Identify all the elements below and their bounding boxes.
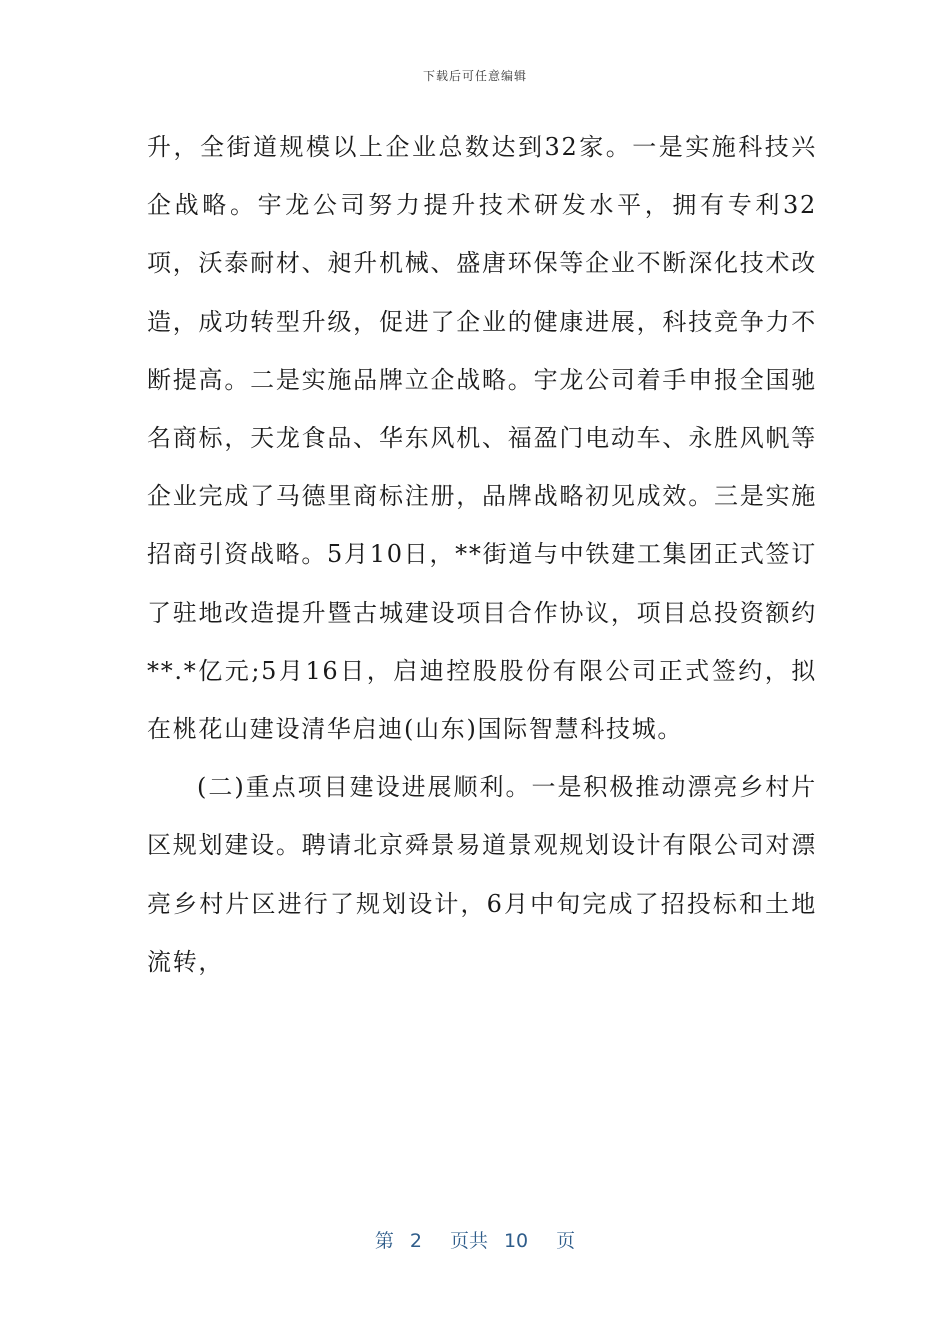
page-number: 2 — [409, 1230, 422, 1252]
page-footer — [0, 1226, 950, 1253]
document-body — [147, 118, 817, 991]
header-note: 下载后可任意编辑 — [422, 69, 527, 83]
page-prefix: 第 — [374, 1230, 394, 1252]
paragraph-2: (二)重点项目建设进展顺利。一是积极推动漂亮乡村片区规划建设。聘请北京舜景易道景观规划设计有限公司对漂亮乡村片区进行了规划设计，6月中旬完成了招投标和土地流转， — [147, 773, 817, 976]
paragraph-1: 升，全街道规模以上企业总数达到32家。一是实施科技兴企战略。宇龙公司努力提升技术研发水平，拥有专利32项，沃泰耐材、昶升机械、盛唐环保等企业不断深化技术改造，成功转型升级，促进了企业的健康进展，科技竞争力不断提高。二是实施品牌立企战略。宇龙公司着手申报全国驰名商标，天龙食品、华东风机、福盈门电动车、永胜风帆等企业完成了马德里商标注册，品牌战略初见成效。三是实施招商引资战略。5月10日，**街道与中铁建工集团正式签订了驻地改造提升暨古城建设项目合作协议，项目总投资额约**.*亿元;5月16日，启迪控股股份有限公司正式签约，拟在桃花山建设清华启迪(山东)国际智慧科技城。 — [147, 133, 817, 744]
page-mid: 页共 — [449, 1230, 488, 1252]
page-suffix: 页 — [556, 1230, 576, 1252]
page-total: 10 — [503, 1230, 529, 1252]
